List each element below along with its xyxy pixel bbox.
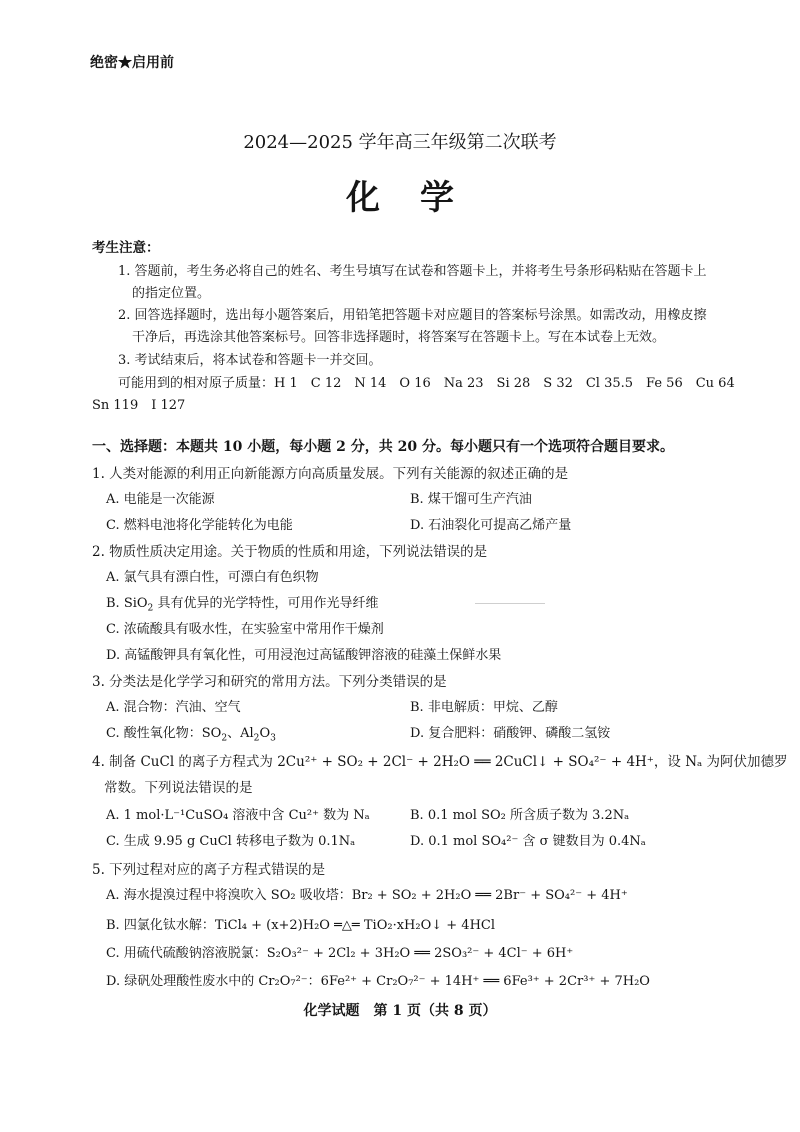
question-5-option-a: A. 海水提溴过程中将溴吹入 SO₂ 吸收塔：Br₂ + SO₂ + 2H₂O ══ 2Br⁻ + SO₄²⁻ + 4H⁺ [106,888,628,903]
question-4-option-a: A. 1 mol·L⁻¹CuSO₄ 溶液中含 Cu²⁺ 数为 Nₐ [106,808,370,823]
question-4-option-d: D. 0.1 mol SO₄²⁻ 含 σ 键数目为 0.4Nₐ [410,834,646,849]
question-1-stem: 1. 人类对能源的利用正向新能源方向高质量发展。下列有关能源的叙述正确的是 [92,466,569,482]
question-1-option-d: D. 石油裂化可提高乙烯产量 [410,518,572,533]
question-2-option-c: C. 浓硫酸具有吸水性，在实验室中常用作干燥剂 [106,622,384,637]
section-heading: 一、选择题：本题共 10 小题，每小题 2 分，共 20 分。每小题只有一个选项符合题目要求。 [92,439,674,455]
question-4-option-c: C. 生成 9.95 g CuCl 转移电子数为 0.1Nₐ [106,834,356,849]
question-4-stem-line-1: 4. 制备 CuCl 的离子方程式为 2Cu²⁺ + SO₂ + 2Cl⁻ + 2H₂O ══ 2CuCl↓ + SO₄²⁻ + 4H⁺，设 Nₐ 为阿伏加德罗 [92,754,788,770]
question-5-option-d: D. 绿矾处理酸性废水中的 Cr₂O₇²⁻：6Fe²⁺ + Cr₂O₇²⁻ + 14H⁺ ══ 6Fe³⁺ + 2Cr³⁺ + 7H₂O [106,974,650,989]
question-1-option-c: C. 燃料电池将化学能转化为电能 [106,518,293,533]
question-2-stem: 2. 物质性质决定用途。关于物质的性质和用途，下列说法错误的是 [92,544,488,560]
question-5-option-c: C. 用硫代硫酸钠溶液脱氯：S₂O₃²⁻ + 2Cl₂ + 3H₂O ══ 2SO₃²⁻ + 4Cl⁻ + 6H⁺ [106,946,574,961]
notice-heading: 考生注意： [92,240,160,256]
question-3-option-b: B. 非电解质：甲烷、乙醇 [410,700,558,715]
question-2-option-a: A. 氯气具有漂白性，可漂白有色织物 [106,570,319,585]
notice-item-2-line-1: 2. 回答选择题时，选出每小题答案后，用铅笔把答题卡对应题目的答案标号涂黑。如需改动，用橡皮擦 [118,308,707,323]
question-3-option-d: D. 复合肥料：硝酸钾、磷酸二氢铵 [410,726,611,741]
notice-item-2-line-2: 干净后，再选涂其他答案标号。回答非选择题时，将答案写在答题卡上。写在本试卷上无效。 [132,330,666,345]
question-4-stem-line-2: 常数。下列说法错误的是 [104,780,253,796]
atomic-mass-line-2: Sn 119 I 127 [92,398,186,413]
question-3-stem: 3. 分类法是化学学习和研究的常用方法。下列分类错误的是 [92,674,447,690]
notice-item-1-line-1: 1. 答题前，考生务必将自己的姓名、考生号填写在试卷和答题卡上，并将考生号条形码粘贴在答题卡上 [118,264,707,279]
question-2-option-b: B. SiO$_2$ 具有优异的光学特性，可用作光导纤维 [106,596,379,614]
question-5-option-b: B. 四氯化钛水解：TiCl₄ + (x+2)H₂O ═△═ TiO₂·xH₂O↓ + 4HCl [106,918,496,933]
confidential-label: 绝密★启用前 [90,55,174,71]
page-footer: 化学试题 第 1 页（共 8 页） [303,1003,497,1019]
question-1-option-b: B. 煤干馏可生产汽油 [410,492,532,507]
subject-title: 化学 [346,178,494,218]
question-1-option-a: A. 电能是一次能源 [106,492,215,507]
scan-artifact-line [475,603,545,604]
question-4-option-b: B. 0.1 mol SO₂ 所含质子数为 3.2Nₐ [410,808,630,823]
exam-title: 2024—2025 学年高三年级第二次联考 [243,132,557,153]
question-3-option-c: C. 酸性氧化物：$SO_2$、$Al_2O_3$ [106,726,276,744]
notice-item-3: 3. 考试结束后，将本试卷和答题卡一并交回。 [118,353,382,368]
question-3-option-a: A. 混合物：汽油、空气 [106,700,241,715]
atomic-mass-line-1: 可能用到的相对原子质量：H 1 C 12 N 14 O 16 Na 23 Si 28 S 32 Cl 35.5 Fe 56 Cu 64 [118,376,735,391]
notice-item-1-line-2: 的指定位置。 [132,286,211,301]
question-2-option-d: D. 高锰酸钾具有氧化性，可用浸泡过高锰酸钾溶液的硅藻土保鲜水果 [106,648,502,663]
question-5-stem: 5. 下列过程对应的离子方程式错误的是 [92,862,326,878]
